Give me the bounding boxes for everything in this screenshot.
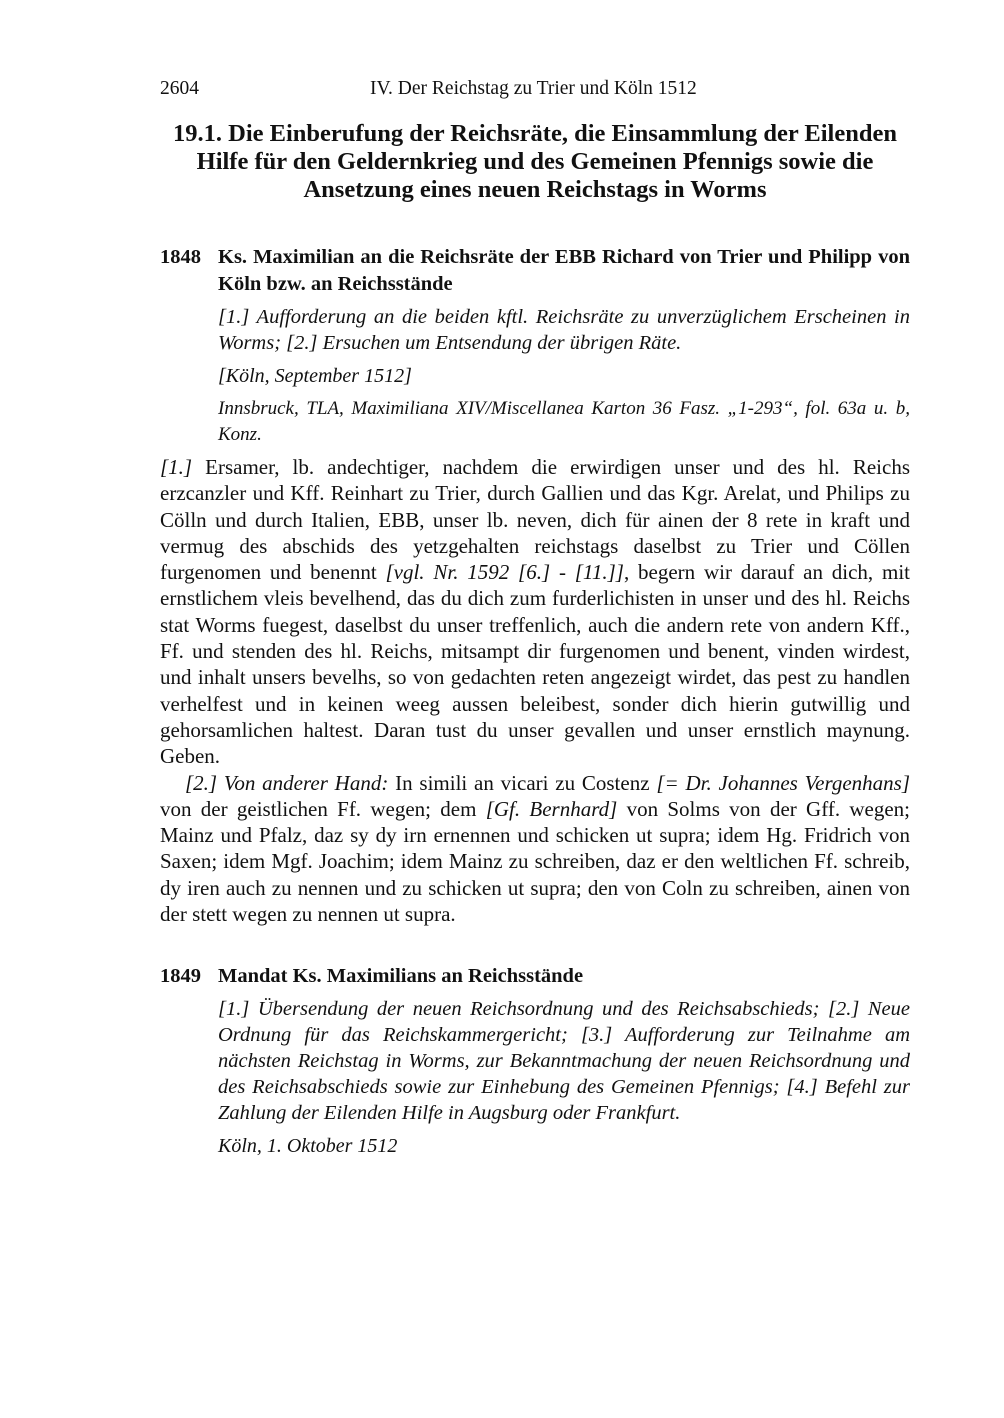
editorial-note: [= Dr. Johannes Vergenhans] xyxy=(656,770,910,795)
document-1849 xyxy=(160,963,910,1159)
editorial-note: [Gf. Bernhard] xyxy=(485,796,618,821)
running-head xyxy=(160,78,910,108)
paragraph-marker: [2.] Von anderer Hand: xyxy=(185,770,389,795)
document-number: 1848 xyxy=(160,246,201,268)
document-date: Köln, 1. Oktober 1512 xyxy=(218,1135,398,1158)
paragraph-text: von der geistlichen Ff. wegen; dem xyxy=(160,796,486,821)
document-header xyxy=(160,244,910,298)
paragraph-text: Ersamer, lb. andechtiger, nachdem die erwirdigen unser und des hl. Reichs erzcanzler und Kff. Reinhart zu Trier, durch Gallien und das Kgr. Arelat, und Philips zu Cölln und durch Italien, EBB, unser lb. neven, dich für ainen der 8 rete in kraft und vermug des abschids des yetzgehalten reichstags daselbst zu Trier und Cöllen furgenomen und benennt xyxy=(160,455,910,585)
paragraph-2 xyxy=(160,770,910,928)
document-date: [Köln, September 1512] xyxy=(218,365,412,387)
regest: [1.] Aufforderung an die beiden kftl. Reichsräte zu unverzüglichem Erscheinen in Worms; [2.] Ersuchen um Entsendung der übrigen Räte. xyxy=(218,306,910,354)
paragraph-text: von Solms von der Gff. wegen; Mainz und Pfalz, daz sy dy irn ernennen und schicken ut supra; idem Hg. Fridrich von Saxen; idem Mgf. Joachim; idem Mainz zu schreiben, daz er den weltlichen Ff. schreib, dy iren auch zu nennen und zu schicken ut supra; den von Coln zu schreiben, ainen von der stett wegen zu nennen ut supra. xyxy=(160,796,910,927)
section-heading: 19.1. Die Einberufung der Reichsräte, die Einsammlung der Eilenden Hilfe für den Geldernkrieg und des Gemeinen Pfennigs sowie die Ansetzung eines neuen Reichstags in Worms xyxy=(173,120,897,203)
regest: [1.] Übersendung der neuen Reichsordnung und des Reichsabschieds; [2.] Neue Ordnung für das Reichskammergericht; [3.] Aufforderung zur Teilnahme am nächsten Reichstag in Worms, zur Bekanntmachung der neuen Reichsordnung und des Reichsabschieds sowie zur Einhebung des Gemeinen Pfennigs; [4.] Befehl zur Zahlung der Eilenden Hilfe in Augsburg oder Frankfurt. xyxy=(218,998,910,1125)
page-number: 2604 xyxy=(160,78,199,99)
cross-reference: [vgl. Nr. 1592 [6.] - [11.]] xyxy=(385,560,624,585)
document-text xyxy=(160,454,910,927)
running-title: IV. Der Reichstag zu Trier und Köln 1512 xyxy=(370,78,697,99)
source-note: Innsbruck, TLA, Maximiliana XIV/Miscellanea Karton 36 Fasz. „1-293“, fol. 63a u. b, Konz. xyxy=(218,398,910,445)
paragraph-1 xyxy=(160,454,910,770)
paragraph-text: In simili an vicari zu Costenz xyxy=(388,770,657,795)
document-title: Ks. Maximilian an die Reichsräte der EBB Richard von Trier und Philipp von Köln bzw. an Reichsstände xyxy=(218,246,910,295)
document-page xyxy=(160,78,910,1159)
document-number: 1849 xyxy=(160,965,201,988)
paragraph-text: , begern wir darauf an dich, mit ernstlichem vleis bevelhend, das du dich zum furderlichisten in unser und des hl. Reichs stat Worms fuegest, daselbst du unser treffenlich, auch die andern rete von andern Kff., Ff. und stenden des hl. Reichs, mitsampt dir furgenomen und benent, vinden wirdest, und inhalt unsers bevelhs, so von gedachten reten angezeigt wirdet, das pest zu handlen verhelfest und in keinen weeg aussen beleibest, sonder dich hierin gutwillig und gehorsamlichen haltest. Daran tust du unser gevallen und unser ernstlich maynung. Geben. xyxy=(160,560,910,769)
document-title: Mandat Ks. Maximilians an Reichsstände xyxy=(218,965,584,988)
paragraph-marker: [1.] xyxy=(160,455,193,479)
document-1848 xyxy=(160,244,910,927)
document-header xyxy=(160,963,910,990)
